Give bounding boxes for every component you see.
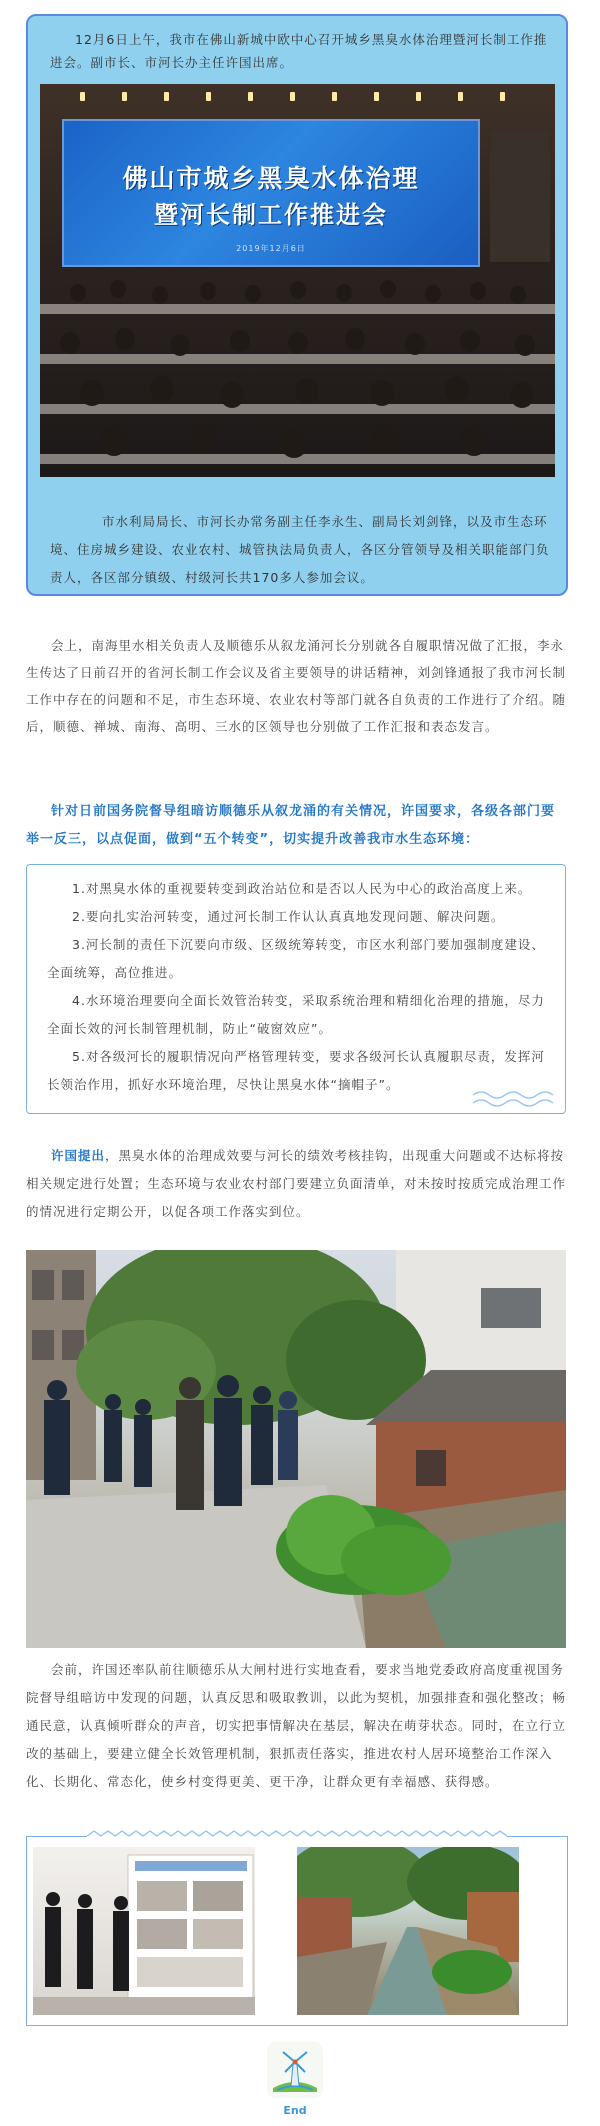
screen-date: 2019年12月6日 (236, 244, 306, 253)
site-visit-paragraph: 会前，许国还率队前往顺德乐从大闸村进行实地查看，要求当地党委政府高度重视国务院督导组暗访中发现的问题，认真反思和吸取教训，以此为契机，加强排查和强化整改；畅通民意，认真倾听群众的声音，切实把事情解决在基层，解决在萌芽状态。同时，在立行立改的基础上，要建立健全长效管理机制，狠抓责任落实，推进农村人居环境整治工作深入化、长期化、常态化，使乡村变得更美、更干净，让群众更有幸福感、获得感。 (26, 1662, 567, 1789)
five-shifts-list (47, 875, 552, 1099)
shift-item: 3.河长制的责任下沉要向市级、区级统筹转变，市区水利部门要加强制度建设、全面统筹，高位推进。 (47, 937, 545, 980)
proposal-text: ，黑臭水体的治理成效要与河长的绩效考核挂钩，出现重大问题或不达标将按相关规定进行处置；生态环境与农业农村部门要建立负面清单，对未按时按质完成治理工作的情况进行定期公开，以促各项工作落实到位。 (26, 1148, 567, 1219)
meeting-photo (40, 84, 555, 477)
windmill-icon (267, 2042, 323, 2098)
attendees-paragraph: 市水利局局长、市河长办常务副主任李永生、副局长刘剑锋，以及市生态环境、住房城乡建设、农业农村、城管执法局负责人，各区分管领导及相关职能部门负责人，各区部分镇级、村级河长共170多人参加会议。 (50, 514, 550, 585)
report-paragraph: 会上，南海里水相关负责人及顺德乐从叙龙涌河长分别就各自履职情况做了汇报，李永生传达了日前召开的省河长制工作会议及省主要领导的讲话精神，刘剑锋通报了我市河长制工作中存在的问题和不足，市生态环境、农业农村等部门就各自负责的工作进行了介绍。随后，顺德、禅城、南海、高明、三水的区领导也分别做了工作汇报和表态发言。 (26, 638, 567, 734)
audience (40, 276, 555, 477)
stage-screen (62, 119, 480, 267)
zigzag-decoration-icon (87, 1830, 507, 1842)
canal-photo (297, 1847, 519, 2015)
intro-paragraph: 12月6日上午，我市在佛山新城中欧中心召开城乡黑臭水体治理暨河长制工作推进会。副市长、市河长办主任许国出席。 (50, 32, 548, 70)
screen-title-line1: 佛山市城乡黑臭水体治理 (122, 164, 420, 193)
site-visit-photo (26, 1250, 566, 1648)
shift-item: 1.对黑臭水体的重视要转变到政治站位和是否以人民为中心的政治高度上来。 (72, 881, 532, 896)
end-label: End (283, 2104, 307, 2117)
five-shifts-box (26, 864, 566, 1114)
proposal-highlight: 许国提出 (51, 1148, 106, 1163)
proposal-paragraph (26, 1142, 566, 1226)
screen-title-line2: 暨河长制工作推进会 (154, 201, 388, 229)
intro-card (26, 14, 568, 596)
shift-item: 5.对各级河长的履职情况向严格管理转变，要求各级河长认真履职尽责，发挥河长领治作用，抓好水环境治理，尽快让黑臭水体“摘帽子”。 (47, 1049, 545, 1092)
ceiling-lights (40, 90, 555, 104)
stage-backdrop (490, 132, 550, 262)
wave-decoration-icon (471, 1087, 559, 1111)
shift-item: 4.水环境治理要向全面长效管治转变，采取系统治理和精细化治理的措施，尽力全面长效的河长制管理机制，防止“破窗效应”。 (47, 993, 545, 1036)
end-logo (267, 2042, 323, 2098)
exhibition-photo (33, 1847, 255, 2015)
shift-item: 2.要向扎实治河转变，通过河长制工作认认真真地发现问题、解决问题。 (72, 909, 505, 924)
bottom-photo-frame (26, 1836, 568, 2026)
requirement-lead: 针对日前国务院督导组暗访顺德乐从叙龙涌的有关情况，许国要求，各级各部门要举一反三，以点促面，做到“五个转变”，切实提升改善我市水生态环境： (26, 804, 556, 847)
